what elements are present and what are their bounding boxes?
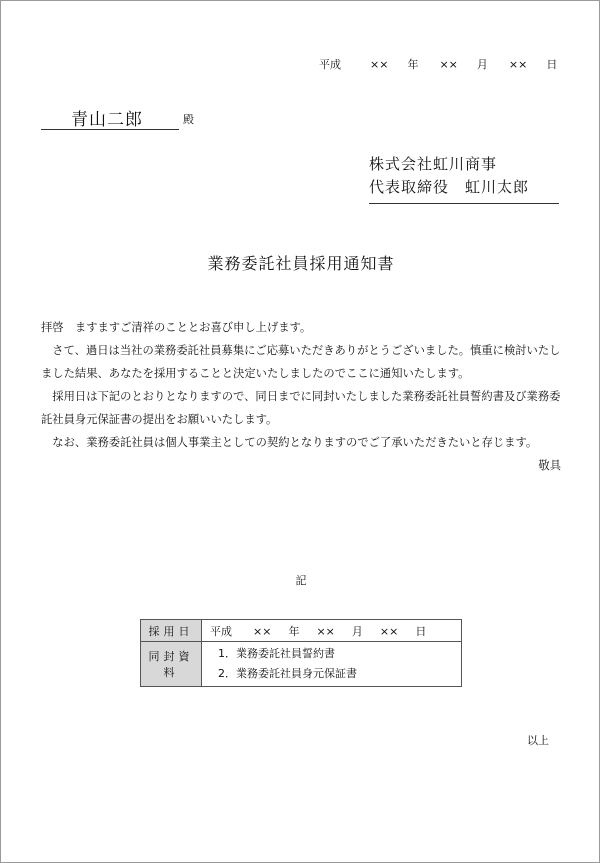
hire-year: ××	[253, 624, 272, 638]
hire-day-unit: 日	[415, 624, 427, 638]
enclosure-item: 2．業務委託社員身元保証書	[218, 667, 357, 680]
table-row	[141, 642, 462, 687]
enclosures-label: 同封資料	[141, 642, 202, 687]
hire-month: ××	[316, 624, 335, 638]
paragraph-3: なお、業務委託社員は個人事業主としての契約となりますのでご了承いただきたいと存じます。	[52, 436, 538, 449]
table-row	[141, 620, 462, 642]
recipient-honorific: 殿	[183, 113, 194, 126]
sender-representative: 代表取締役 虹川太郎	[369, 178, 530, 196]
paragraph-1: さて、過日は当社の業務委託社員募集にご応募いただきありがとうございました。慎重に検討いたしました結果、あなたを採用することと決定いたしましたのでここに通知いたします。	[41, 344, 561, 380]
ki-heading: 記	[295, 574, 307, 587]
date-year: ××	[370, 58, 389, 71]
paragraph-2: 採用日は下記のとおりとなりますので、同日までに同封いたしました業務委託社員誓約書及び業務委託社員身元保証書の提出をお願いいたします。	[41, 390, 561, 426]
date-day: ××	[508, 58, 528, 71]
details-table	[140, 619, 462, 687]
letter-body	[41, 316, 561, 477]
hire-era: 平成	[210, 624, 232, 638]
document-title: 業務委託社員採用通知書	[207, 254, 395, 273]
date-month-unit: 月	[476, 58, 488, 71]
date-year-unit: 年	[407, 58, 419, 71]
greeting: 拝啓 ますますご清祥のこととお喜び申し上げます。	[41, 321, 312, 334]
enclosure-item: 1．業務委託社員誓約書	[218, 647, 335, 660]
date-day-unit: 日	[546, 58, 558, 71]
end-mark: 以上	[527, 734, 549, 747]
closing-keigu: 敬具	[538, 459, 561, 472]
enclosures-list	[202, 642, 462, 687]
hire-day: ××	[379, 624, 399, 638]
recipient-line	[41, 105, 179, 130]
recipient-name: 青山二郎	[71, 110, 143, 130]
hire-month-unit: 月	[351, 624, 363, 638]
date-month: ××	[439, 58, 458, 71]
sender-company: 株式会社虹川商事	[369, 155, 498, 173]
hire-date-value	[202, 620, 462, 642]
hire-year-unit: 年	[288, 624, 300, 638]
issue-date	[319, 56, 559, 72]
hire-date-label: 採用日	[141, 620, 202, 642]
date-era: 平成	[319, 58, 341, 71]
sender-block	[369, 153, 559, 204]
